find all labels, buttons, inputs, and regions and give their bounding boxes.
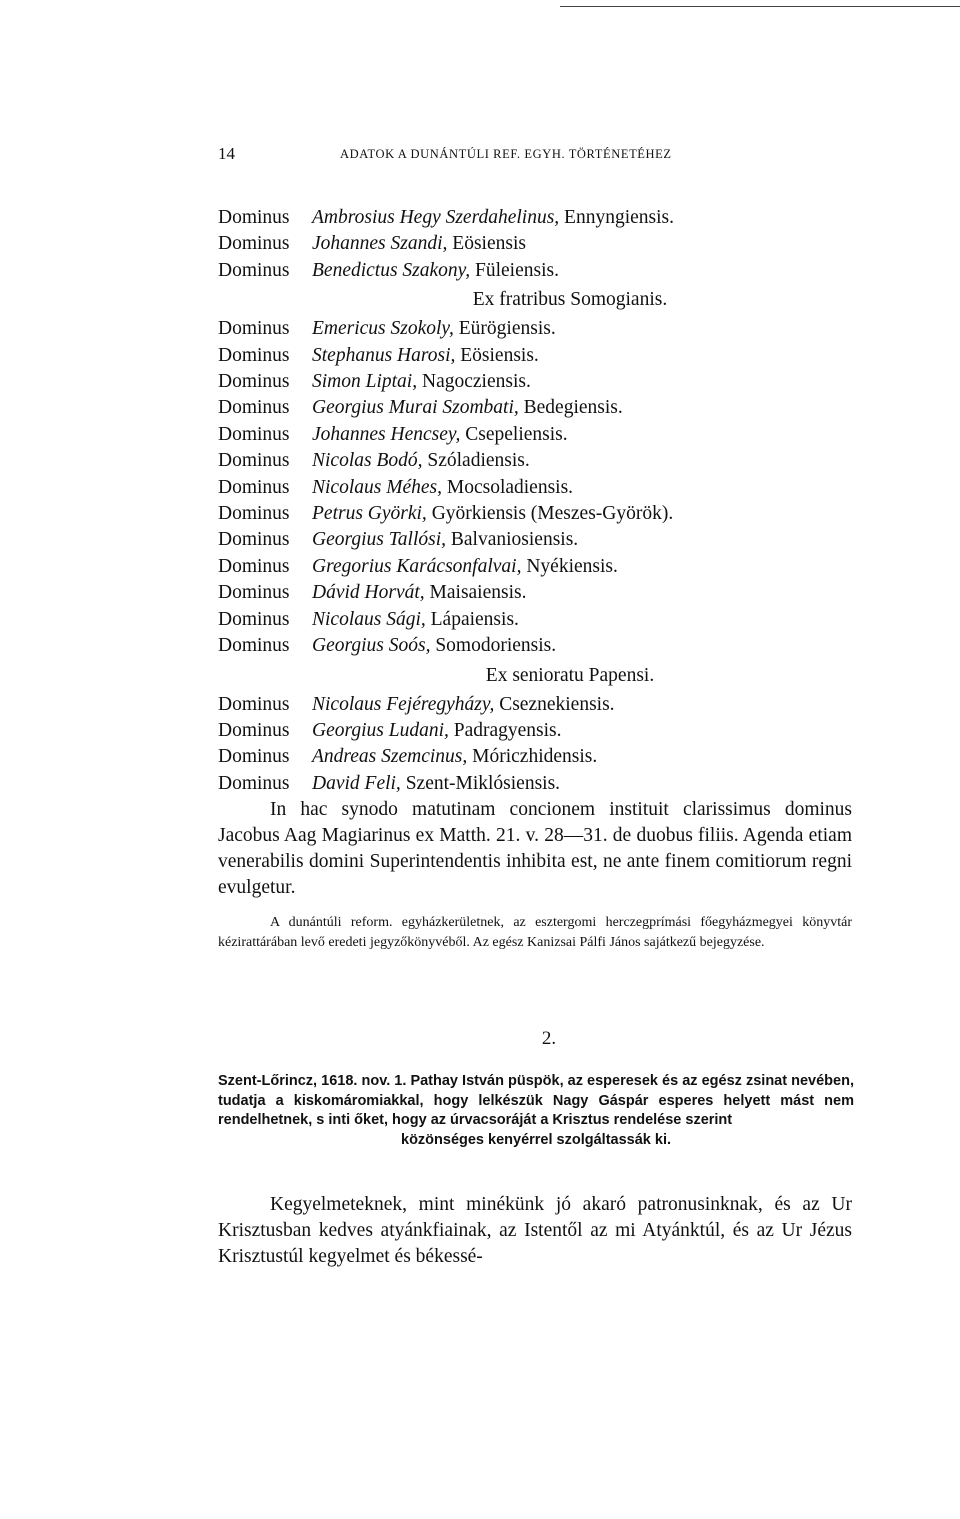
entry-title: Dominus (218, 259, 290, 281)
entry-name: Georgius Soós, (312, 635, 431, 657)
document-number: 2. (541, 1028, 557, 1049)
list-item (218, 744, 858, 770)
list-item (218, 448, 858, 474)
entry-title: Dominus (218, 582, 290, 604)
entry-name: Johannes Szandi, (312, 233, 448, 255)
entry-title: Dominus (218, 529, 290, 551)
document-summary-text: Szent-Lőrincz, 1618. nov. 1. Pathay István püspök, az esperesek és az egész zsinat nevében, tudatja a kiskomáromiakkal, hogy lelkészük Nagy Gáspár esperes helyett mást nem rendelhetnek, s inti őket, hogy az úrvacsoráját a Krisztus rendelése szerint (218, 1073, 854, 1128)
page-header (218, 144, 858, 168)
list-item (218, 422, 858, 448)
entry-place: Balvaniosiensis. (450, 529, 579, 551)
page-number: 14 (218, 144, 235, 163)
entry-name: Benedictus Szakony, (312, 259, 471, 281)
list-item (218, 692, 858, 718)
list-item (218, 501, 858, 527)
list-item (218, 395, 858, 421)
letter-text: Kegyelmeteknek, mint minékünk jó akaró patronusinknak, és az Ur Krisztusban kedves atyánkfiainak, az Istentől az mi Atyánktúl, és az Ur Jézus Krisztustúl kegyelmet és békessé- (218, 1194, 852, 1267)
entry-place: Bedegiensis. (523, 397, 623, 419)
footnote: A dunántúli reform. egyházkerületnek, az esztergomi herczegprímási főegyházmegyei könyvtár kézirattárában levő eredeti jegyzőkönyvéből. Az egész Kanizsai Pálfi János sajátkezű bejegyzése. (218, 915, 852, 950)
entry-title: Dominus (218, 719, 290, 741)
entry-title: Dominus (218, 318, 290, 340)
entry-place: Mocsoladiensis. (446, 476, 574, 498)
list-item (218, 607, 858, 633)
entry-name: Nicolaus Sági, (312, 608, 426, 630)
entry-name: David Feli, (312, 772, 401, 794)
entry-place: Padragyensis. (453, 719, 562, 741)
entry-title: Dominus (218, 608, 290, 630)
entry-place: Csepeliensis. (465, 423, 568, 445)
entry-title: Dominus (218, 635, 290, 657)
list-item (218, 718, 858, 744)
running-head: ADATOK A DUNÁNTÚLI REF. EGYH. TÖRTÉNETÉHEZ (340, 147, 672, 161)
list-item (218, 580, 858, 606)
entry-title: Dominus (218, 450, 290, 472)
entry-title: Dominus (218, 397, 290, 419)
list-item (218, 205, 858, 231)
entry-place: Nyékiensis. (526, 555, 618, 577)
list-item (218, 231, 858, 257)
entry-name: Gregorius Karácsonfalvai, (312, 555, 522, 577)
entry-place: Szent-Miklósiensis. (405, 772, 561, 794)
entry-title: Dominus (218, 746, 290, 768)
entry-name: Georgius Murai Szombati, (312, 397, 519, 419)
entry-title: Dominus (218, 693, 290, 715)
entry-name: Petrus Györki, (312, 503, 427, 525)
entry-name: Dávid Horvát, (312, 582, 425, 604)
entry-title: Dominus (218, 555, 290, 577)
entry-place: Móriczhidensis. (472, 746, 598, 768)
entry-title: Dominus (218, 233, 290, 255)
attendee-list (218, 205, 858, 797)
list-item (218, 527, 858, 553)
entry-place: Cseznekiensis. (499, 693, 615, 715)
entry-place: Somodoriensis. (435, 635, 557, 657)
group-heading: Ex senioratu Papensi. (485, 664, 655, 686)
entry-title: Dominus (218, 207, 290, 228)
list-item (218, 369, 858, 395)
entry-title: Dominus (218, 772, 290, 794)
document-summary-last-line: közönséges kenyérrel szolgáltassák ki. (401, 1131, 671, 1148)
entry-name: Nicolaus Méhes, (312, 476, 442, 498)
entry-title: Dominus (218, 476, 290, 498)
list-item (218, 258, 858, 284)
entry-title: Dominus (218, 423, 290, 445)
group-heading: Ex fratribus Somogianis. (472, 289, 668, 311)
entry-name: Emericus Szokoly, (312, 318, 454, 340)
entry-name: Nicolas Bodó, (312, 450, 423, 472)
entry-place: Szóladiensis. (427, 450, 530, 472)
entry-place: Lápaiensis. (430, 608, 519, 630)
entry-title: Dominus (218, 503, 290, 525)
list-item (218, 633, 858, 659)
entry-place: Eürögiensis. (458, 318, 556, 340)
entry-place: Füleiensis. (475, 259, 559, 281)
list-item (218, 343, 858, 369)
entry-name: Georgius Tallósi, (312, 529, 447, 551)
entry-title: Dominus (218, 344, 290, 366)
entry-name: Ambrosius Hegy Szerdahelinus, (312, 207, 560, 228)
entry-place: Eösiensis. (460, 344, 539, 366)
list-item (218, 771, 858, 797)
entry-place: Ennyngiensis. (564, 207, 675, 228)
entry-name: Nicolaus Fejéregyházy, (312, 693, 495, 715)
entry-name: Simon Liptai, (312, 371, 418, 393)
top-border-line (560, 6, 960, 7)
entry-name: Johannes Hencsey, (312, 423, 461, 445)
entry-name: Stephanus Harosi, (312, 344, 456, 366)
entry-place: Nagocziensis. (421, 371, 531, 393)
entry-place: Maisaiensis. (429, 582, 527, 604)
entry-title: Dominus (218, 371, 290, 393)
entry-place: Eösiensis (452, 233, 526, 255)
closing-paragraph: In hac synodo matutinam concionem instituit clarissimus dominus Jacobus Aag Magiarinus ex Matth. 21. v. 28—31. de duobus filiis. Agenda etiam venerabilis domini Superintendentis inhibita est, ne ante finem comitiorum regni evulgetur. (218, 799, 852, 898)
entry-name: Georgius Ludani, (312, 719, 449, 741)
document-summary (218, 1072, 854, 1150)
entry-place: Györkiensis (Meszes-Györök). (431, 503, 674, 525)
entry-name: Andreas Szemcinus, (312, 746, 468, 768)
list-item (218, 554, 858, 580)
list-item (218, 316, 858, 342)
list-item (218, 475, 858, 501)
